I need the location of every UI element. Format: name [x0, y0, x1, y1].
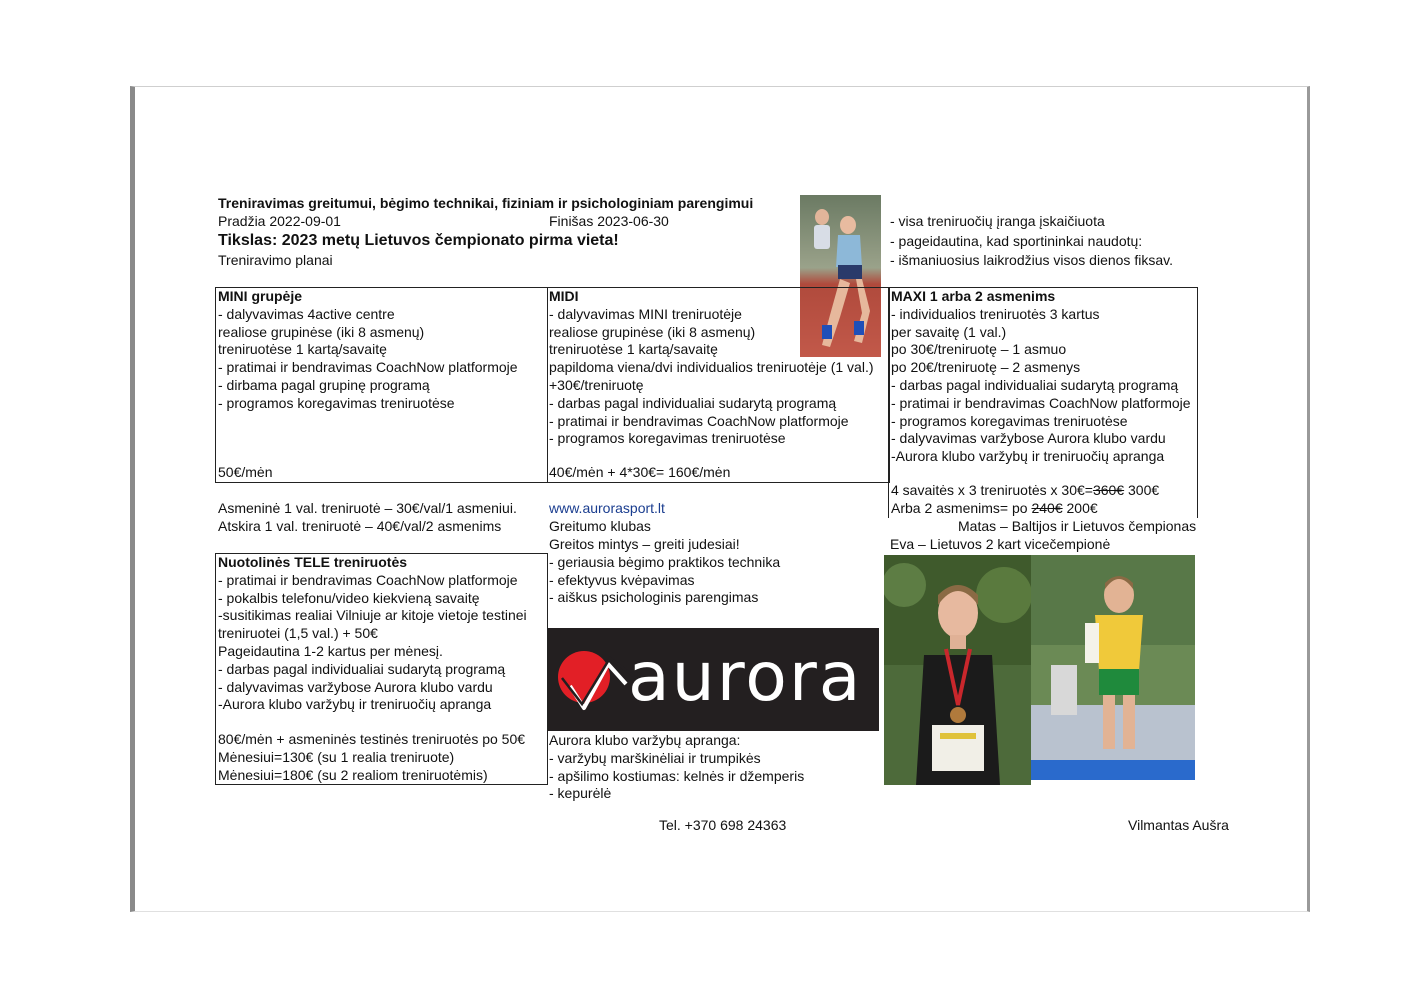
club-line: Greitumo klubas — [549, 518, 651, 534]
tele-plan-line: treniruotei (1,5 val.) + 50€ — [218, 625, 378, 642]
doc-title: Treniravimas greitumui, bėgimo technikai, fiziniam ir psichologiniam parengimui — [218, 195, 754, 211]
midi-plan-line: - dalyvavimas MINI treniruotėje — [549, 305, 742, 322]
maxi-plan-line: - dalyvavimas varžybose Aurora klubo vardu — [891, 430, 1166, 447]
website-link[interactable]: www.aurorasport.lt — [549, 500, 665, 516]
mini-plan-box — [215, 287, 548, 483]
start-date: Pradžia 2022-09-01 — [218, 213, 341, 229]
matas-photo — [1031, 555, 1195, 780]
maxi-price-line: Arba 2 asmenims= po 240€ 200€ — [891, 500, 1098, 516]
apparel-line: - varžybų marškinėliai ir trumpikės — [549, 750, 761, 766]
maxi-plan-line: - darbas pagal individualiai sudarytą programą — [891, 376, 1179, 393]
old-price: 360€ — [1092, 482, 1125, 498]
midi-plan-line: realiose grupinėse (iki 8 asmenų) — [549, 323, 756, 340]
midi-plan-price: 40€/mėn + 4*30€= 160€/mėn — [549, 464, 731, 480]
maxi-plan-line: - individualios treniruotės 3 kartus — [891, 305, 1100, 322]
midi-plan-line: +30€/treniruotę — [549, 376, 644, 393]
tele-plan-line: - dalyvavimas varžybose Aurora klubo vardu — [218, 678, 493, 695]
champion-caption-eva: Eva – Lietuvos 2 kart vicečempionė — [890, 536, 1111, 552]
personal-training-line: Atskira 1 val. treniruotė – 40€/val/2 asmenims — [218, 518, 502, 534]
midi-plan-line: papildoma viena/dvi individualios treniruotėje (1 val.) — [549, 359, 874, 376]
club-line: - aiškus psichologinis parengimas — [549, 589, 759, 605]
apparel-line: Aurora klubo varžybų apranga: — [549, 732, 741, 748]
included-line: - išmaniuosius laikrodžius visos dienos fiksav. — [890, 252, 1173, 268]
midi-plan-title: MIDI — [549, 288, 579, 304]
apparel-line: - apšilimo kostiumas: kelnės ir džemperis — [549, 768, 805, 784]
finish-date: Finišas 2023-06-30 — [549, 213, 669, 229]
maxi-price-line: 4 savaitės x 3 treniruotės x 30€=360€ 300€ — [891, 482, 1160, 498]
tele-plan-line: -Aurora klubo varžybų ir treniruočių apranga — [218, 696, 492, 713]
tele-plan-box — [215, 553, 548, 785]
tele-plan-title: Nuotolinės TELE treniruotės — [218, 554, 408, 570]
maxi-plan-line: per savaitę (1 val.) — [891, 323, 1007, 340]
eva-photo — [884, 555, 1031, 785]
tele-plan-line: Pageidautina 1-2 kartus per mėnesį. — [218, 642, 443, 659]
personal-training-line: Asmeninė 1 val. treniruotė – 30€/val/1 asmeniui. — [218, 500, 517, 516]
maxi-plan-box — [888, 287, 1198, 518]
included-line: - visa treniruočių įranga įskaičiuota — [890, 213, 1105, 229]
mini-plan-line: - dalyvavimas 4active centre — [218, 305, 395, 322]
tele-plan-line: -susitikimas realiai Vilniuje ar kitoje vietoje testinei — [218, 607, 527, 624]
club-line: - geriausia bėgimo praktikos technika — [549, 554, 781, 570]
plans-label: Treniravimo planai — [218, 252, 333, 268]
tele-plan-line: - darbas pagal individualiai sudarytą programą — [218, 660, 506, 677]
goal-heading: Tikslas: 2023 metų Lietuvos čempionato pirma vieta! — [218, 232, 619, 249]
mini-plan-line: realiose grupinėse (iki 8 asmenų) — [218, 323, 425, 340]
maxi-plan-line: -Aurora klubo varžybų ir treniruočių apranga — [891, 448, 1165, 465]
author-name: Vilmantas Aušra — [1128, 817, 1229, 833]
maxi-plan-line: po 20€/treniruotę – 2 asmenys — [891, 359, 1081, 376]
aurora-logo-text: aurora — [628, 638, 863, 717]
champion-caption-matas: Matas – Baltijos ir Lietuvos čempionas — [958, 518, 1197, 534]
maxi-plan-title: MAXI 1 arba 2 asmenims — [891, 288, 1056, 304]
mini-plan-line: - dirbama pagal grupinę programą — [218, 376, 430, 393]
mini-plan-line: - programos koregavimas treniruotėse — [218, 394, 455, 411]
mini-plan-price: 50€/mėn — [218, 464, 273, 480]
midi-plan-box — [547, 287, 890, 483]
tele-price-line: Mėnesiui=180€ (su 2 realiom treniruotėmis) — [218, 767, 488, 783]
apparel-line: - kepurėlė — [549, 785, 612, 801]
aurora-logo — [548, 628, 879, 731]
maxi-plan-line: - pratimai ir bendravimas CoachNow platformoje — [891, 394, 1191, 411]
maxi-plan-line: po 30€/treniruotę – 1 asmuo — [891, 341, 1067, 358]
midi-plan-line: treniruotėse 1 kartą/savaitę — [549, 341, 718, 358]
mini-plan-line: - pratimai ir bendravimas CoachNow platformoje — [218, 359, 518, 376]
tele-plan-line: - pokalbis telefonu/video kiekvieną savaitę — [218, 589, 480, 606]
mini-plan-title: MINI grupėje — [218, 288, 303, 304]
old-price: 240€ — [1031, 500, 1063, 516]
maxi-plan-line: - programos koregavimas treniruotėse — [891, 412, 1128, 429]
tele-plan-line: - pratimai ir bendravimas CoachNow platformoje — [218, 571, 518, 588]
tele-price-line: 80€/mėn + asmeninės testinės treniruotės po 50€ — [218, 731, 526, 747]
club-line: Greitos mintys – greiti judesiai! — [549, 536, 740, 552]
club-line: - efektyvus kvėpavimas — [549, 572, 695, 588]
midi-plan-line: - darbas pagal individualiai sudarytą programą — [549, 394, 837, 411]
mini-plan-line: treniruotėse 1 kartą/savaitę — [218, 341, 387, 358]
midi-plan-line: - pratimai ir bendravimas CoachNow platformoje — [549, 412, 849, 429]
phone-number: Tel. +370 698 24363 — [659, 817, 787, 833]
midi-plan-line: - programos koregavimas treniruotėse — [549, 430, 786, 447]
tele-price-line: Mėnesiui=130€ (su 1 realia treniruote) — [218, 749, 455, 765]
included-line: - pageidautina, kad sportininkai naudotų: — [890, 233, 1143, 249]
